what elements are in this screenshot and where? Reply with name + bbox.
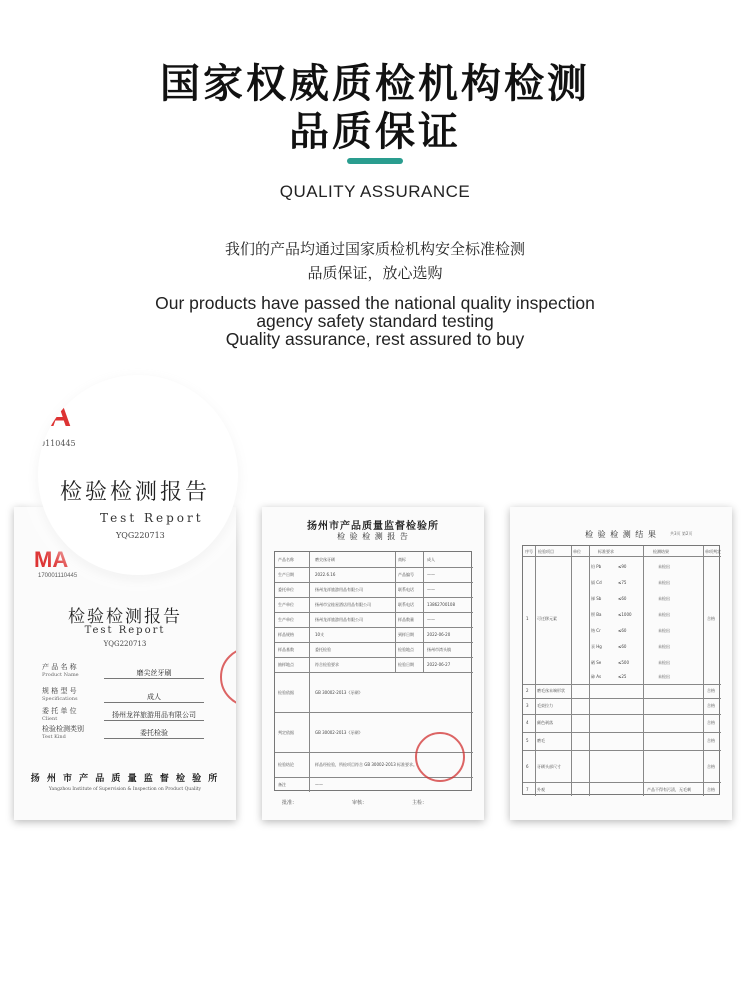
signature-inspector: 主检： (412, 800, 428, 806)
col-header: 单项判定 (705, 549, 721, 554)
row-value: 13862700108 (427, 602, 455, 607)
report-info-document (262, 507, 484, 820)
basis-value: GB 30002-2013《牙刷》 (315, 690, 363, 695)
row-label: 样品规格 (278, 632, 294, 637)
element-result: 未检出 (658, 644, 670, 649)
footer-note: 产品不得有污渍，无毛刺 (647, 787, 691, 792)
row-value: 扬州龙祥旅游用品有限公司 (315, 587, 363, 592)
row-label: 产品名称 (278, 557, 294, 562)
row-value: 委托检验 (315, 647, 331, 652)
cert-number: 170001110445 (38, 573, 78, 579)
row-label: 生产单位 (278, 602, 294, 607)
field-label-kind: 检验检测类别 Test Kind (42, 725, 84, 740)
red-stamp (415, 732, 465, 782)
row-value: 10支 (315, 632, 325, 637)
cma-logo-zoomed: A (48, 397, 72, 433)
item-name: 毛束拉力 (537, 703, 553, 708)
item-name: 外观 (537, 787, 545, 792)
accent-divider (347, 158, 403, 164)
report-title-en-zoomed: Test Report (100, 511, 204, 525)
report-number: YQG220713 (103, 640, 147, 648)
section-subtitle: QUALITY ASSURANCE (279, 182, 471, 201)
report-number-zoomed: YQG220713 (116, 531, 165, 540)
element-result: 未检出 (658, 580, 670, 585)
field-value-client: 扬州龙祥旅游用品有限公司 (104, 710, 204, 721)
report-results-document (510, 507, 732, 820)
item-no: 1 (526, 616, 529, 621)
element-limit: ≤60 (618, 596, 627, 601)
row-value: —— (427, 587, 435, 592)
red-stamp (220, 647, 236, 707)
element-name: 锑 Sb (591, 596, 602, 601)
row-label: 检验地点 (398, 647, 414, 652)
row-label: 生产单位 (278, 617, 294, 622)
item-no: 6 (526, 764, 529, 769)
row-label: 联系电话 (398, 602, 414, 607)
element-limit: ≤60 (618, 644, 627, 649)
item-verdict: 合格 (707, 764, 715, 769)
item-no: 5 (526, 738, 529, 743)
element-name: 镉 Cd (591, 580, 602, 585)
item-verdict: 合格 (707, 688, 715, 693)
info-table (274, 551, 472, 791)
field-label-client: 委 托 单 位 Client (42, 707, 77, 722)
signature-review: 审核： (352, 800, 368, 806)
report-title-zoomed: 检验检测报告 (60, 480, 211, 505)
element-name: 铬 Cr (591, 628, 601, 633)
element-result: 未检出 (658, 564, 670, 569)
row-label: 到样日期 (398, 632, 414, 637)
field-value-kind: 委托检验 (104, 728, 204, 739)
row-label: 检验日期 (398, 662, 414, 667)
results-table (522, 545, 720, 795)
field-value-product: 磨尖丝牙刷 (104, 668, 204, 679)
en-description-line3: Quality assurance, rest assured to buy (225, 329, 525, 349)
item-name: 磨毛 (537, 738, 545, 743)
row-label: 抽样地点 (278, 662, 294, 667)
item-verdict: 合格 (707, 720, 715, 725)
en-description-line1: Our products have passed the national quality inspection (155, 293, 595, 313)
item-name: 磨毛丝末端形状 (537, 688, 565, 693)
element-name: 砷 As (591, 674, 602, 679)
element-name: 汞 Hg (591, 644, 602, 649)
row-label: 联系电话 (398, 587, 414, 592)
cma-logo: MA (34, 547, 69, 572)
item-verdict: 合格 (707, 703, 715, 708)
element-limit: ≤500 (618, 660, 629, 665)
item-name: 颜色剥落 (537, 720, 553, 725)
element-name: 钡 Ba (591, 612, 602, 617)
magnifier-lens (38, 375, 238, 575)
cn-description-line1: 我们的产品均通过国家质检机构安全标准检测 (224, 240, 525, 258)
field-label-product: 产 品 名 称 Product Name (42, 663, 79, 678)
item-name: 可迁移元素 (537, 616, 557, 621)
row-label: 委托单位 (278, 587, 294, 592)
page-title-line1: 国家权威质检机构检测 (160, 61, 590, 107)
element-limit: ≤75 (618, 580, 627, 585)
field-label-spec: 规 格 型 号 Specifications (42, 687, 78, 702)
page-number: 共3页 第2页 (670, 531, 693, 536)
en-description-line2: agency safety standard testing (256, 311, 494, 331)
item-no: 7 (526, 787, 529, 792)
element-result: 未检出 (658, 612, 670, 617)
item-no: 4 (526, 720, 529, 725)
basis-label: 检验依据 (278, 690, 294, 695)
row-value: 扬州龙祥旅游用品有限公司 (315, 617, 363, 622)
element-limit: ≤60 (618, 628, 627, 633)
row-label: 商标 (398, 557, 406, 562)
result-label: 检验结论 (278, 762, 294, 767)
cn-description-line2: 品质保证，放心选购 (307, 264, 443, 282)
conclusion-label: 判定依据 (278, 730, 294, 735)
report-title-en: Test Report (84, 625, 166, 636)
row-value: —— (427, 617, 435, 622)
signature-approve: 批准： (282, 800, 298, 806)
field-value-spec: 成人 (104, 692, 204, 703)
row-value: 成人 (427, 557, 435, 562)
row-value: 2022-06-27 (427, 662, 451, 667)
page-title-line2: 品质保证 (289, 109, 461, 155)
col-header: 序号 (525, 549, 533, 554)
item-name: 牙刷头部尺寸 (537, 764, 561, 769)
institute-name: 扬 州 市 产 品 质 量 监 督 检 验 所 (30, 774, 220, 784)
element-result: 未检出 (658, 674, 670, 679)
row-label: 产品编号 (398, 572, 414, 577)
row-label: 样品数量 (398, 617, 414, 622)
cert-number-zoomed: 0110445 (40, 439, 76, 448)
row-value: 2022-06-20 (427, 632, 451, 637)
row-label: 生产日期 (278, 572, 294, 577)
item-verdict: 合格 (707, 738, 715, 743)
element-result: 未检出 (658, 628, 670, 633)
info-page-subheader: 检 验 检 测 报 告 (337, 532, 409, 541)
element-name: 硒 Se (591, 660, 602, 665)
col-header: 检验项目 (538, 549, 554, 554)
element-name: 铅 Pb (591, 564, 602, 569)
item-verdict: 合格 (707, 787, 715, 792)
item-verdict: 合格 (707, 616, 715, 621)
element-limit: ≤1000 (618, 612, 632, 617)
item-no: 2 (526, 688, 529, 693)
element-result: 未检出 (658, 596, 670, 601)
row-value: 2022.6.16 (315, 572, 336, 577)
remark-label: 备注 (278, 782, 286, 787)
row-value: 扬州市宝桂星酒店用品有限公司 (315, 602, 371, 607)
info-page-header: 扬州市产品质量监督检验所 (307, 521, 439, 532)
element-result: 未检出 (658, 660, 670, 665)
row-value: 符合检验要求 (315, 662, 339, 667)
report-title: 检验检测报告 (68, 607, 182, 627)
remark-value: —— (315, 782, 323, 787)
row-value: —— (427, 572, 435, 577)
item-no: 3 (526, 703, 529, 708)
row-label: 样品基数 (278, 647, 294, 652)
results-header: 检 验 检 测 结 果 (585, 530, 657, 539)
institute-name-en: Yangzhou Institute of Supervision & Inspection on Product Quality (48, 787, 202, 792)
row-value: 扬州市湾头镇 (427, 647, 451, 652)
element-limit: ≤25 (618, 674, 627, 679)
conclusion-value: GB 30002-2013《牙刷》 (315, 730, 363, 735)
element-limit: ≤90 (618, 564, 627, 569)
col-header: 检测结果 (653, 549, 669, 554)
row-value: 磨尖丝牙刷 (315, 557, 335, 562)
result-value: 样品经检验，所检项目符合 GB 30002-2013 标准要求。 (315, 762, 418, 767)
col-header: 单位 (573, 549, 581, 554)
col-header: 标准要求 (598, 549, 614, 554)
